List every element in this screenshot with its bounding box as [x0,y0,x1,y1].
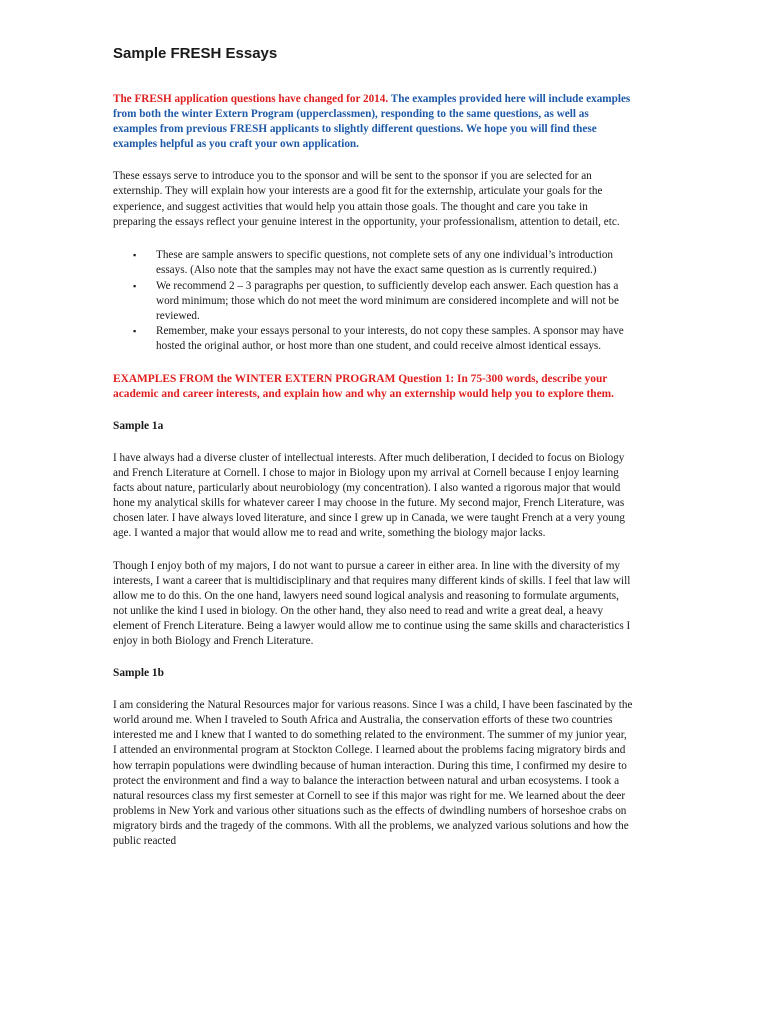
bullet-square-icon: ▪ [133,326,137,337]
intro-notice-red: The FRESH application questions have changed for 2014. [113,93,389,105]
sample-1a-paragraph-1: I have always had a diverse cluster of intellectual interests. After much deliberation, I decided to focus on Biology and French Literature at Cornell. I chose to major in Biology upon my arrival at Cornell because I enjoy learning facts about nature, particularly about neurobiology (my concentration). I also wanted a rigorous major that would hone my analytical skills for whatever career I may choose in the future. My second major, French Literature, was chosen later. I have always loved literature, and since I grew up in Canada, we were taught French at a very young age. I wanted a major that would allow me to read and write, something the biology major lacks. [113,452,625,540]
sample-1b-heading: Sample 1b [113,667,164,680]
document-title: Sample FRESH Essays [113,45,278,62]
intro-notice-blue: The examples provided here will include examples from both the winter Extern Program (upperclassmen), responding to the same questions, as well as examples from previous FRESH applicants to slightly different questions. We hope you will find these examples helpful as you craft your own application. [113,93,631,150]
sample-1b-paragraph-1: I am considering the Natural Resources major for various reasons. Since I was a child, I have been fascinated by the world around me. When I traveled to South Africa and Australia, the conservation efforts of these two countries interested me and I knew that I wanted to do something related to the environment. The summer of my junior year, I attended an environmental program at Stockton College. I learned about the problems facing migratory birds and how terrapin populations were dwindling because of human interaction. During this time, I confirmed my desire to protect the environment and find a way to balance the interaction between natural and urban ecosystems. I took a natural resources class my first semester at Cornell to see if this major was right for me. We learned about the deer problems in New York and various other situations such as the effects of dwindling numbers of horseshoe crabs on migratory birds and the tragedy of the commons. With all the problems, we analyzed various solutions and how the public reacted [113,699,633,847]
intro-notice [113,92,633,152]
guidelines-list [113,248,633,354]
guideline-text: Remember, make your essays personal to your interests, do not copy these samples. A sponsor may have hosted the original author, or host more than one student, and could receive almost identical essays. [156,325,624,353]
guideline-item [113,324,633,354]
sample-1a-paragraph-2: Though I enjoy both of my majors, I do not want to pursue a career in either area. In line with the diversity of my interests, I want a career that is multidisciplinary and that requires many different kinds of skills. I feel that law will allow me to do this. On the one hand, lawyers need sound logical analysis and reasoning to formulate arguments, not unlike the kind I used in biology. On the other hand, they also need to read and write a great deal, a heavy element of French Literature. Being a lawyer would allow me to continue using the same skills and characteristics I enjoy in both Biology and French Literature. [113,559,631,648]
document-page [113,44,633,860]
section-heading-question-1: EXAMPLES FROM the WINTER EXTERN PROGRAM Question 1: In 75-300 words, describe your academic and career interests, and explain how and why an externship would help you to explore them. [113,372,615,400]
sample-1a-heading: Sample 1a [113,420,164,433]
guideline-item [113,279,633,325]
guideline-text: These are sample answers to specific questions, not complete sets of any one individual’s introduction essays. (Also note that the samples may not have the exact same question as is currently required.) [156,249,614,277]
purpose-paragraph: These essays serve to introduce you to the sponsor and will be sent to the sponsor if you are selected for an externship. They will explain how your interests are a good fit for the externship, articulate your goals for the experience, and suggest activities that would help you attain those goals. The thought and care you take in preparing the essays reflect your genuine interest in the opportunity, your professionalism, attention to detail, etc. [113,170,620,228]
bullet-square-icon: ▪ [133,250,137,261]
bullet-square-icon: ▪ [133,280,137,291]
guideline-item [113,248,633,278]
guideline-text: We recommend 2 – 3 paragraphs per question, to sufficiently develop each answer. Each question has a word minimum; those which do not meet the word minimum are considered incomplete and will not be reviewed. [156,279,619,322]
